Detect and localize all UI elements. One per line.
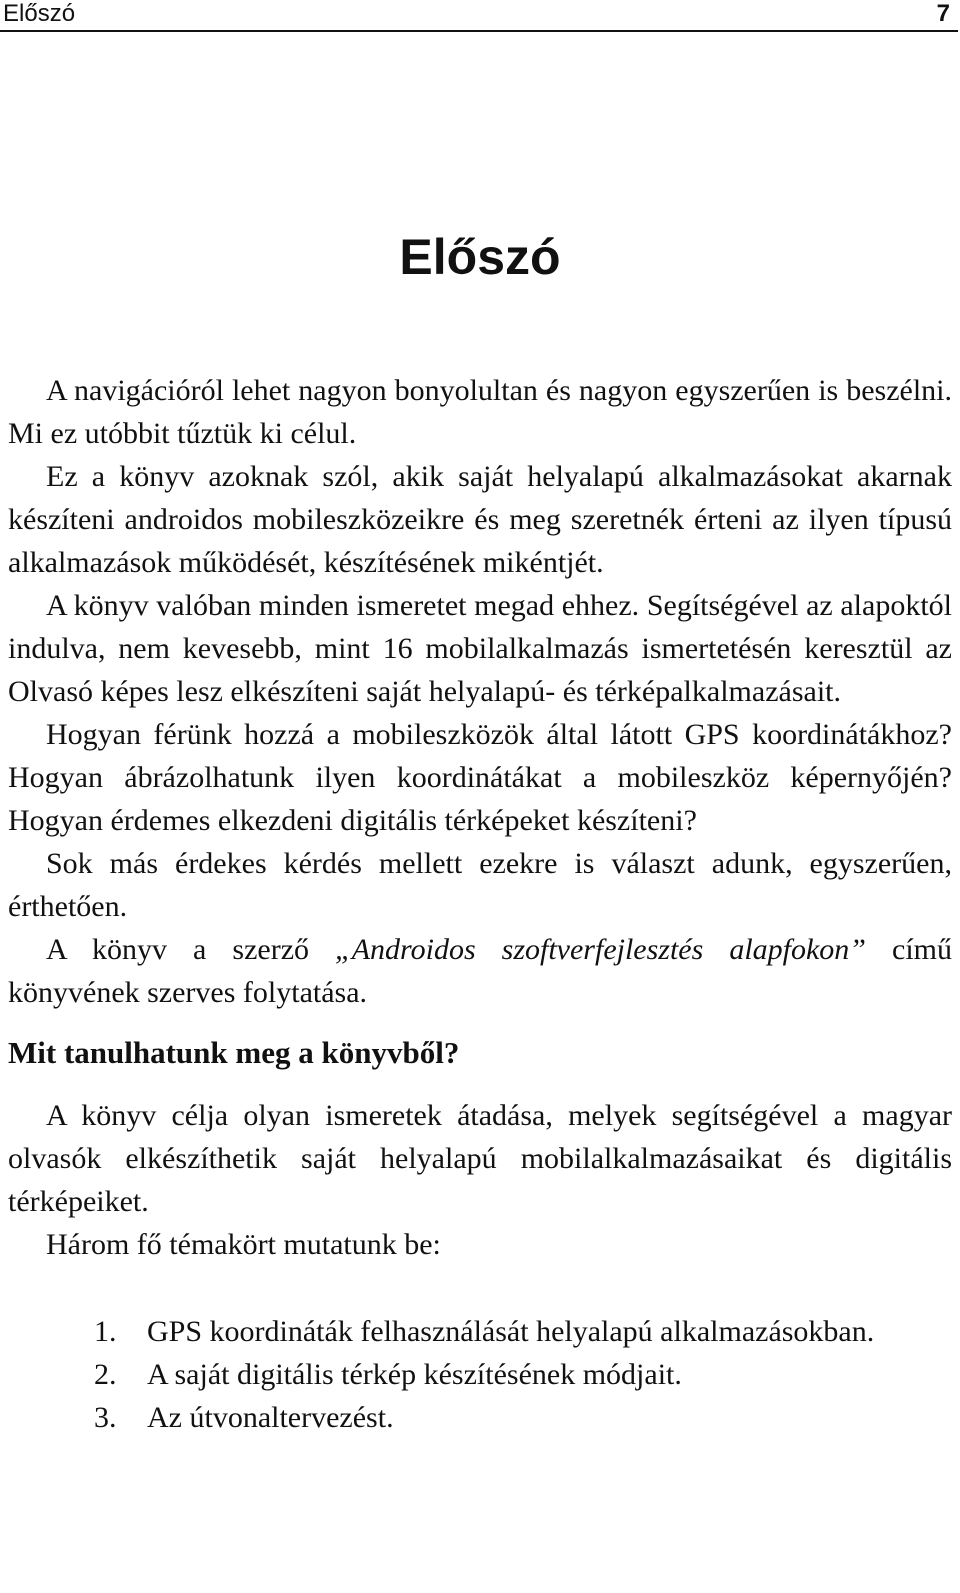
paragraph: Sok más érdekes kérdés mellett ezekre is választ adunk, egyszerűen, érthetően. (8, 847, 952, 923)
paragraph: Három fő témakört mutatunk be: (46, 1228, 441, 1261)
list-item-number: 1. (94, 1315, 117, 1348)
chapter-title: Előszó (399, 229, 561, 285)
book-reference-title: „Androidos szoftverfejlesztés alapfokon” (335, 933, 866, 966)
paragraph: A könyv valóban minden ismeretet megad ehhez. Segítségével az alapoktól indulva, nem kevesebb, mint 16 mobilalkalmazás ismertetésén keresztül az Olvasó képes lesz elkészíteni saját helyalapú- és térképalkalmazásait. (8, 589, 952, 708)
list-item (8, 1353, 952, 1396)
book-reference-prefix: A könyv a szerző (46, 933, 336, 966)
header-section-title: Előszó (3, 0, 76, 27)
page-number: 7 (936, 0, 950, 27)
list-item (8, 1396, 952, 1439)
paragraph: Ez a könyv azoknak szól, akik saját helyalapú alkalmazásokat akarnak készíteni androidos mobileszközeikre és meg szeretnék érteni az ilyen típusú alkalmazások működését, készítésének mikéntjét. (8, 460, 952, 579)
topics-list (8, 1310, 952, 1439)
paragraph: A navigációról lehet nagyon bonyolultan és nagyon egyszerűen is beszélni. Mi ez utóbbit tűztük ki célul. (8, 374, 952, 450)
list-item-text: GPS koordináták felhasználását helyalapú alkalmazásokban. (147, 1315, 875, 1348)
list-item-number: 3. (94, 1401, 117, 1434)
list-item (8, 1310, 952, 1353)
paragraph: A könyv célja olyan ismeretek átadása, melyek segítségével a magyar olvasók elkészíthetik saját helyalapú mobilalkalmazásaikat és digitális térképeiket. (8, 1099, 952, 1218)
paragraph: Hogyan férünk hozzá a mobileszközök által látott GPS koordinátákhoz? Hogyan ábrázolhatunk ilyen koordinátákat a mobileszköz képernyőjén? Hogyan érdemes elkezdeni digitális térképeket készíteni? (8, 718, 952, 837)
section-heading: Mit tanulhatunk meg a könyvből? (8, 1035, 460, 1070)
book-reference-paragraph (8, 928, 952, 1014)
chapter-body (8, 369, 952, 1439)
book-reference-suffix: című könyvének szerves folytatása. (8, 933, 952, 1009)
list-item-text: Az útvonaltervezést. (147, 1401, 394, 1434)
list-item-text: A saját digitális térkép készítésének módjait. (147, 1358, 682, 1391)
running-header (0, 0, 958, 32)
list-item-number: 2. (94, 1358, 117, 1391)
